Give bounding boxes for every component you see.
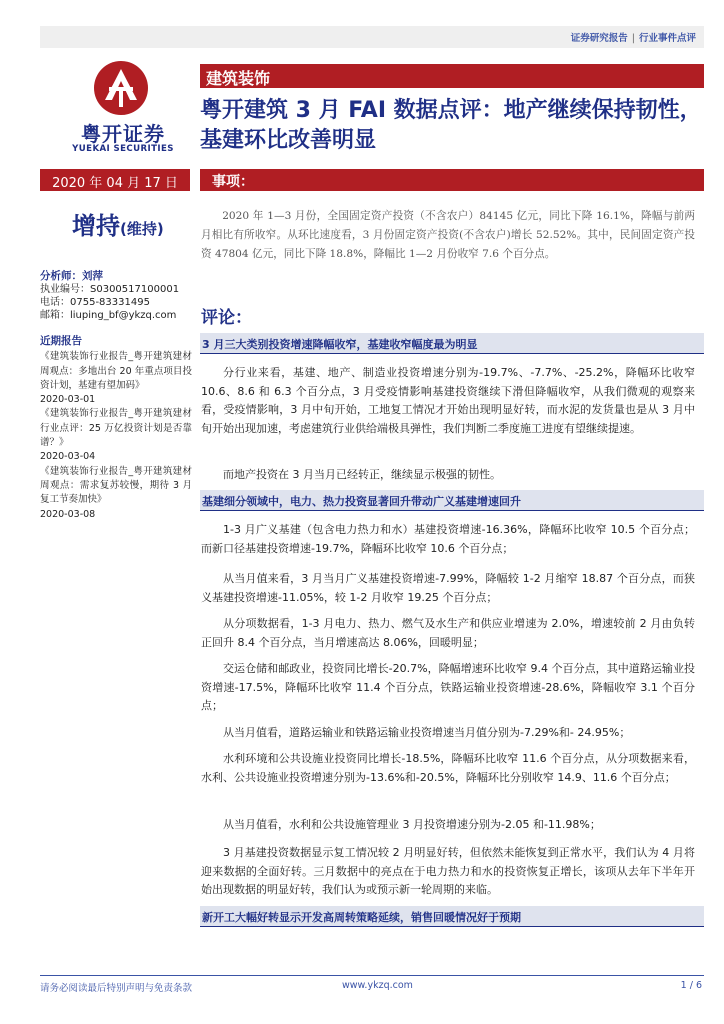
section2-paragraph-7: 从当月值看，水利和公共设施管理业 3 月投资增速分别为-2.05 和-11.98%； (223, 818, 601, 831)
section-heading-3 (200, 906, 704, 927)
section2-paragraph-4: 交运仓储和邮政业，投资同比增长-20.7%，降幅增速环比收窄 9.4 个百分点，其中道路运输业投资增速-17.5%，降幅环比收窄 11.4 个百分点，铁路运输业投资增速-28.6%，降幅收窄 3.1 个百分点； (201, 662, 695, 712)
recent-report-date: 2020-03-04 (40, 451, 96, 463)
yuekai-logo-icon (93, 60, 149, 116)
analyst-phone: 电话：0755-83331495 (40, 297, 150, 308)
sector-label: 建筑装饰 (206, 69, 271, 88)
analyst-email[interactable]: 邮箱：liuping_bf@ykzq.com (40, 310, 177, 321)
section-title-3: 新开工大幅好转显示开发高周转策略延续，销售回暖情况好于预期 (202, 911, 521, 924)
rating (72, 206, 164, 241)
header-band (40, 26, 704, 48)
section2-paragraph-5: 从当月值看，道路运输业和铁路运输业投资增速当月值分别为-7.29%和- 24.95%； (223, 726, 631, 739)
report-title: 粤开建筑 3 月 FAI 数据点评：地产继续保持韧性，基建环比改善明显 (200, 98, 702, 153)
recent-report-item[interactable]: 《建筑装饰行业报告_粤开建筑建材行业点评：25 万亿投资计划是否靠谱？》 (40, 408, 192, 449)
rating-main: 增持 (72, 212, 120, 240)
section2-paragraph-2: 从当月值来看，3 月当月广义基建投资增速-7.99%，降幅较 1-2 月缩窄 18.87 个百分点，而狭义基建投资增速-11.05%，较 1-2 月收窄 19.25 个百分点； (201, 572, 695, 604)
footer-page-number: 1 / 6 (680, 980, 702, 991)
logo-name-cn: 粤开证券 (81, 122, 165, 146)
event-paragraph: 2020 年 1—3 月份，全国固定资产投资（不含农户）84145 亿元，同比下降 16.1%，降幅与前两月相比有所收窄。从环比速度看，3 月份固定资产投资(不含农户)增长 52.52%。其中，民间固定资产投资 47804 亿元，同比下降 18.8%，降幅比 1—2 月份收窄 7.6 个百分点。 (201, 210, 695, 260)
section2-paragraph-8: 3 月基建投资数据显示复工情况较 2 月明显好转，但依然未能恢复到正常水平，我们认为 4 月将迎来数据的全面好转。三月数据中的亮点在于电力热力和水的投资恢复正增长，该项从去年下半年开始出现数据的明显好转，我们认为或预示新一轮周期的来临。 (201, 846, 695, 896)
section2-paragraph-6: 水利环境和公共设施业投资同比增长-18.5%，降幅环比收窄 11.6 个百分点，从分项数据来看，水利、公共设施业投资增速分别为-13.6%和-20.5%，降幅环比分别收窄 14.9、11.6 个百分点； (201, 752, 695, 784)
sector-banner (200, 64, 704, 88)
section-title-1: 3 月三大类别投资增速降幅收窄，基建收窄幅度最为明显 (202, 338, 478, 351)
section-heading-2 (200, 490, 704, 511)
report-type: 证券研究报告 (570, 33, 628, 44)
footer-disclaimer[interactable]: 请务必阅读最后特别声明与免责条款 (40, 983, 193, 994)
analyst-license: 执业编号：S0300517100001 (40, 284, 180, 295)
logo-name-en: YUEKAI SECURITIES (72, 144, 174, 154)
report-category (571, 30, 696, 44)
section-heading-1 (200, 333, 704, 354)
section1-paragraph-2: 而地产投资在 3 月当月已经转正，继续显示极强的韧性。 (223, 468, 501, 481)
rating-sub: (维持) (120, 220, 164, 238)
section1-paragraph-1: 分行业来看，基建、地产、制造业投资增速分别为-19.7%、-7.7%、-25.2%，降幅环比收窄 10.6、8.6 和 6.3 个百分点，3 月受疫情影响基建投资继续下滑但降幅收窄，从我们微观的观察来看，受疫情影响，3 月中旬开始，工地复工情况才开始出现明显好转，而水泥的发货量也是从 3 月中旬开始出现加速，考虑建筑行业供给端极具弹性，我们判断二季度施工进度有望继续提速。 (201, 366, 695, 435)
recent-report-date: 2020-03-08 (40, 508, 96, 520)
header-separator: | (631, 33, 635, 44)
section2-paragraph-1: 1-3 月广义基建（包含电力热力和水）基建投资增速-16.36%，降幅环比收窄 10.5 个百分点；而新口径基建投资增速-19.7%，降幅环比收窄 10.6 个百分点； (201, 523, 695, 555)
event-label: 事项： (212, 174, 254, 190)
recent-report-date: 2020-03-01 (40, 394, 96, 406)
comment-heading: 评论： (201, 308, 252, 328)
date-banner (40, 169, 190, 191)
recent-report-item[interactable]: 《建筑装饰行业报告_粤开建筑建材周观点：多地出台 20 年重点项目投资计划，基建有望加码》 (40, 351, 192, 391)
recent-reports-heading: 近期报告 (40, 335, 82, 347)
report-date: 2020 年 04 月 17 日 (52, 176, 178, 191)
analyst-name: 分析师：刘萍 (40, 270, 103, 282)
section-title-2: 基建细分领域中，电力、热力投资显著回升带动广义基建增速回升 (202, 495, 521, 508)
section2-paragraph-3: 从分项数据看，1-3 月电力、热力、燃气及水生产和供应业增速为 2.0%，增速较前 2 月由负转正回升 8.4 个百分点，当月增速高达 8.06%，回暖明显； (201, 617, 695, 649)
footer-website[interactable]: www.ykzq.com (342, 980, 413, 991)
page-footer (40, 975, 704, 995)
report-subtype: 行业事件点评 (638, 33, 696, 44)
analyst-info (40, 270, 190, 322)
recent-report-item[interactable]: 《建筑装饰行业报告_粤开建筑建材周观点：需求复苏较慢，期待 3 月复工节奏加快》 (40, 465, 192, 506)
recent-reports (40, 334, 192, 522)
company-logo (58, 60, 188, 158)
event-banner (200, 169, 704, 191)
